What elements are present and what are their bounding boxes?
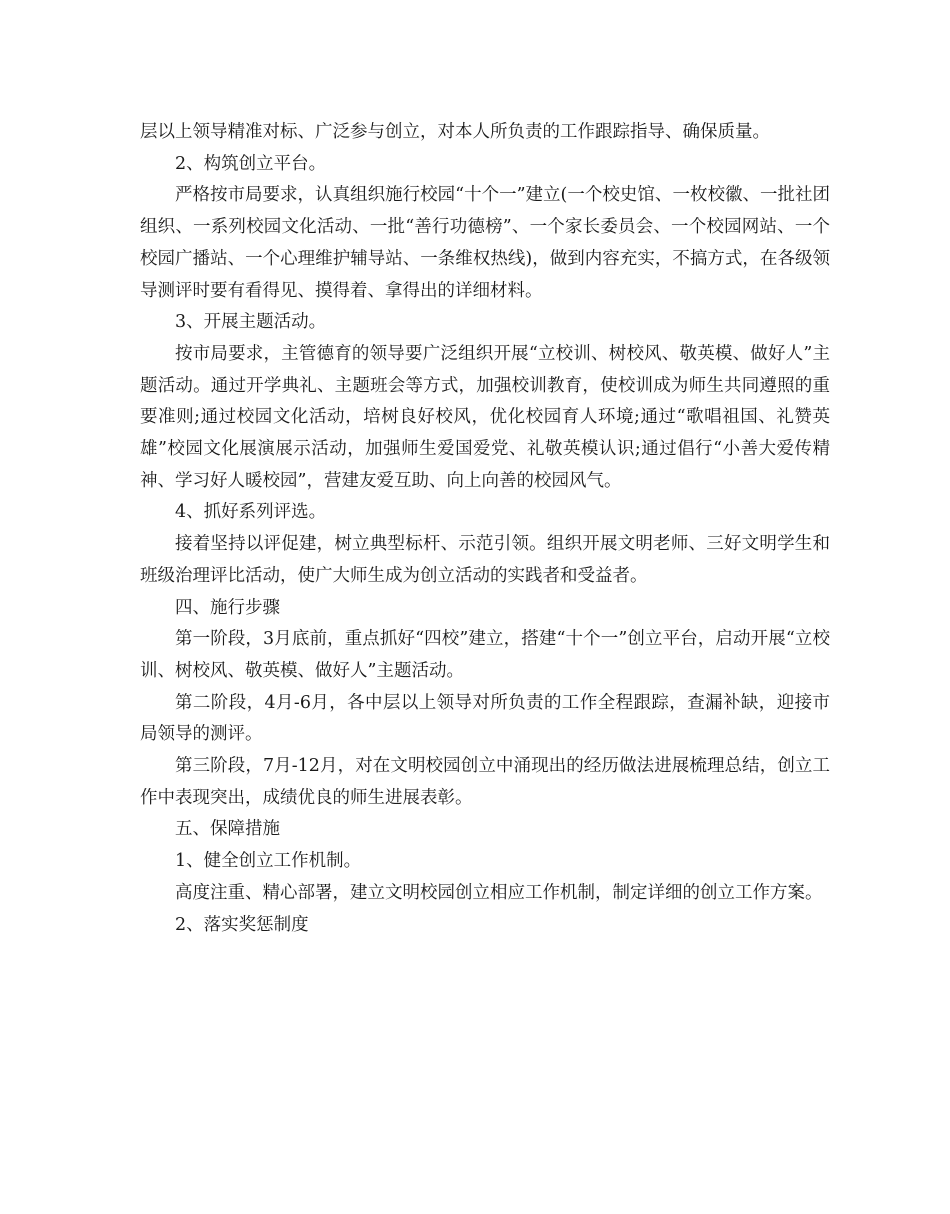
paragraph-heading-theme-activities: 3、开展主题活动。 (175, 312, 327, 333)
paragraph-stage-two: 第二阶段，4月-6月，各中层以上领导对所负责的工作全程跟踪，查漏补缺，迎接市局领导的测评。 (140, 692, 830, 745)
paragraph-heading-build-platform: 2、构筑创立平台。 (175, 153, 327, 174)
paragraph-platform-details: 严格按市局要求，认真组织施行校园“十个一”建立(一个校史馆、一枚校徽、一批社团组织、一系列校园文化活动、一批“善行功德榜”、一个家长委员会、一个校园网站、一个校园广播站、一个心理维护辅导站、一条维权热线)，做到内容充实，不搞方式，在各级领导测评时要有看得见、摸得着、拿得出的详细材料。 (140, 185, 830, 301)
paragraph-heading-rewards: 2、落实奖惩制度 (175, 914, 309, 935)
paragraph-stage-three: 第三阶段，7月-12月，对在文明校园创立中涌现出的经历做法进展梳理总结，创立工作中表现突出，成绩优良的师生进展表彰。 (140, 756, 830, 808)
document-body (140, 117, 830, 941)
paragraph-continuation: 层以上领导精准对标、广泛参与创立，对本人所负责的工作跟踪指导、确保质量。 (140, 122, 770, 142)
paragraph-selection-details: 接着坚持以评促建，树立典型标杆、示范引领。组织开展文明老师、三好文明学生和班级治理评比活动，使广大师生成为创立活动的实践者和受益者。 (140, 534, 830, 586)
paragraph-theme-activities-details: 按市局要求，主管德育的领导要广泛组织开展“立校训、树校风、敬英模、做好人”主题活动。通过开学典礼、主题班会等方式，加强校训教育，使校训成为师生共同遵照的重要准则;通过校园文化活动，培树良好校风，优化校园育人环境;通过“歌唱祖国、礼赞英雄”校园文化展演展示活动，加强师生爱国爱党、礼敬英模认识;通过倡行“小善大爱传精神、学习好人暖校园”，营建友爱互助、向上向善的校园风气。 (140, 343, 830, 491)
section-heading-safeguards: 五、保障措施 (175, 819, 280, 840)
paragraph-mechanism-details: 高度注重、精心部署，建立文明校园创立相应工作机制，制定详细的创立工作方案。 (175, 882, 823, 903)
paragraph-heading-selection: 4、抓好系列评选。 (175, 502, 327, 523)
section-heading-implementation-steps: 四、施行步骤 (175, 597, 280, 618)
paragraph-heading-mechanism: 1、健全创立工作机制。 (175, 851, 362, 872)
paragraph-stage-one: 第一阶段，3月底前，重点抓好“四校”建立，搭建“十个一”创立平台，启动开展“立校训、树校风、敬英模、做好人”主题活动。 (140, 629, 830, 681)
